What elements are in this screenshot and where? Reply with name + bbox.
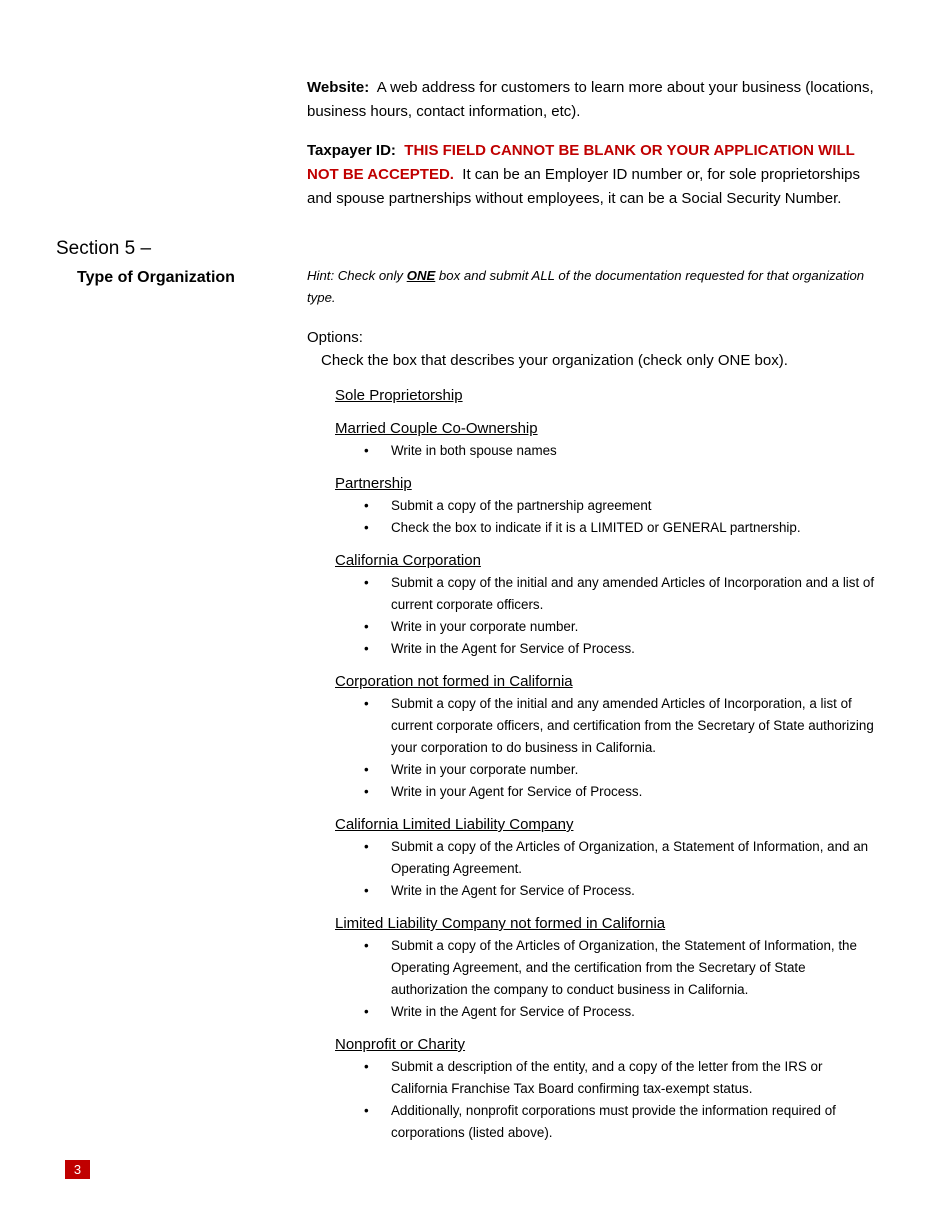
requirement-item <box>335 616 880 638</box>
hint-after: box and submit ALL of the documentation requested for that organization type. <box>307 268 865 305</box>
taxpayer-warning: THIS FIELD CANNOT BE BLANK OR YOUR APPLICATION WILL NOT BE ACCEPTED. <box>307 142 855 183</box>
organization-type-list <box>335 385 880 1155</box>
taxpayer-text: It can be an Employer ID number or, for sole proprietorships and spouse partnerships without employees, it can be a Social Security Number. <box>307 166 860 207</box>
hint-emphasis: ONE <box>406 268 436 283</box>
bullet-icon: • <box>364 498 369 513</box>
bullet-icon: • <box>364 1103 369 1118</box>
requirement-text: Submit a copy of the Articles of Organization, the Statement of Information, the Operating Agreement, and the certification from the Secretary of State authorization the company to conduct business in California. <box>391 938 857 997</box>
website-paragraph <box>307 76 877 124</box>
bullet-icon: • <box>364 762 369 777</box>
bullet-icon: • <box>364 784 369 799</box>
org-type-title: California Limited Liability Company <box>335 816 574 833</box>
requirement-item <box>335 1100 880 1144</box>
requirement-item <box>335 572 880 616</box>
bullet-icon: • <box>364 839 369 854</box>
org-type-block <box>335 814 880 902</box>
requirement-list <box>335 495 880 539</box>
bullet-icon: • <box>364 1059 369 1074</box>
requirement-list <box>335 935 880 1023</box>
requirement-list <box>335 440 880 462</box>
org-type-title: Partnership <box>335 475 412 492</box>
requirement-text: Write in your corporate number. <box>391 762 579 777</box>
section-subtitle: Type of Organization <box>77 269 235 286</box>
bullet-icon: • <box>364 641 369 656</box>
requirement-text: Write in the Agent for Service of Process. <box>391 641 635 656</box>
org-type-block <box>335 385 880 407</box>
bullet-icon: • <box>364 696 369 711</box>
requirement-text: Submit a description of the entity, and a copy of the letter from the IRS or California Franchise Tax Board confirming tax-exempt status. <box>391 1059 823 1096</box>
requirement-item <box>335 517 880 539</box>
bullet-icon: • <box>364 619 369 634</box>
requirement-item <box>335 880 880 902</box>
bullet-icon: • <box>364 443 369 458</box>
requirement-item <box>335 440 880 462</box>
requirement-text: Write in the Agent for Service of Process. <box>391 1004 635 1019</box>
hint-text <box>307 265 867 309</box>
org-type-title: Sole Proprietorship <box>335 387 463 404</box>
requirement-text: Submit a copy of the Articles of Organization, a Statement of Information, and an Operating Agreement. <box>391 839 869 876</box>
org-type-block <box>335 671 880 803</box>
requirement-text: Submit a copy of the initial and any amended Articles of Incorporation, a list of current corporate officers, and certification from the Secretary of State authorizing your corporation to do business in California. <box>391 696 874 755</box>
requirement-item <box>335 759 880 781</box>
options-label: Options: <box>307 329 363 346</box>
website-label: Website: <box>307 79 370 96</box>
org-type-block <box>335 418 880 462</box>
requirement-text: Submit a copy of the partnership agreement <box>391 498 652 513</box>
org-type-block <box>335 550 880 660</box>
requirement-list <box>335 1056 880 1144</box>
requirement-text: Write in the Agent for Service of Process. <box>391 883 635 898</box>
bullet-icon: • <box>364 575 369 590</box>
website-text: A web address for customers to learn more about your business (locations, business hours, contact information, etc). <box>307 79 874 120</box>
section-title: Section 5 – <box>56 238 152 259</box>
requirement-text: Additionally, nonprofit corporations must provide the information required of corporations (listed above). <box>391 1103 836 1140</box>
org-type-block <box>335 913 880 1023</box>
requirement-item <box>335 836 880 880</box>
requirement-text: Check the box to indicate if it is a LIMITED or GENERAL partnership. <box>391 520 801 535</box>
org-type-title: Limited Liability Company not formed in California <box>335 915 666 932</box>
taxpayer-label: Taxpayer ID: <box>307 142 396 159</box>
org-type-title: Corporation not formed in California <box>335 673 573 690</box>
requirement-item <box>335 1001 880 1023</box>
org-type-block <box>335 1034 880 1144</box>
requirement-text: Write in your corporate number. <box>391 619 579 634</box>
requirement-item <box>335 1056 880 1100</box>
taxpayer-paragraph <box>307 139 877 211</box>
bullet-icon: • <box>364 883 369 898</box>
requirement-text: Submit a copy of the initial and any amended Articles of Incorporation and a list of current corporate officers. <box>391 575 875 612</box>
requirement-list <box>335 572 880 660</box>
requirement-item <box>335 935 880 1001</box>
org-type-title: California Corporation <box>335 552 481 569</box>
org-type-title: Married Couple Co-Ownership <box>335 420 538 437</box>
requirement-item <box>335 495 880 517</box>
hint-before: Hint: Check only <box>307 268 407 283</box>
requirement-item <box>335 693 880 759</box>
requirement-item <box>335 781 880 803</box>
bullet-icon: • <box>364 1004 369 1019</box>
bullet-icon: • <box>364 938 369 953</box>
org-type-title: Nonprofit or Charity <box>335 1036 466 1053</box>
bullet-icon: • <box>364 520 369 535</box>
requirement-list <box>335 693 880 803</box>
options-instruction: Check the box that describes your organization (check only ONE box). <box>321 352 788 369</box>
requirement-item <box>335 638 880 660</box>
requirement-list <box>335 836 880 902</box>
org-type-block <box>335 473 880 539</box>
requirement-text: Write in both spouse names <box>391 443 557 458</box>
page-number: 3 <box>65 1160 90 1179</box>
requirement-text: Write in your Agent for Service of Process. <box>391 784 643 799</box>
